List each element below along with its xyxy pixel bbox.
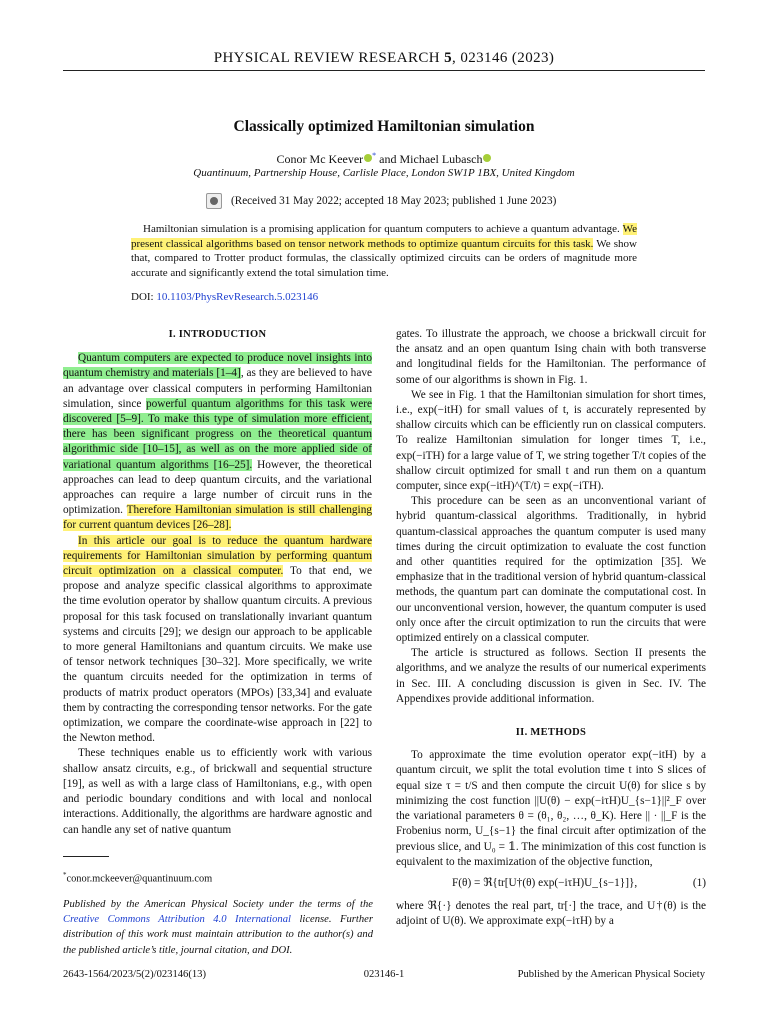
footnote bbox=[63, 871, 212, 884]
received-dates: (Received 31 May 2022; accepted 18 May 2023; published 1 June 2023) bbox=[231, 195, 557, 207]
footer-publisher: Published by the American Physical Society bbox=[517, 969, 705, 980]
abstract-sentence-1: Hamiltonian simulation is a promising application for quantum computers to achieve a quantum advantage. bbox=[143, 223, 620, 235]
author-1-footnote-mark[interactable]: * bbox=[372, 151, 377, 160]
methods-heading: II. METHODS bbox=[515, 727, 587, 739]
journal-header bbox=[0, 50, 768, 67]
intro-paragraph-3: These techniques enable us to efficiently work with various shallow ansatz circuits, e.g., of brickwall and sequential structure [19], as well as with a large class of Hamiltonians, e.g., with open and periodic boundary conditions and with local and nonlocal interactions. Additionally, the algorithms are hardware agnostic and can handle any set of native quantum bbox=[63, 747, 372, 836]
header-rule bbox=[63, 70, 705, 71]
affiliation: Quantinuum, Partnership House, Carlisle Place, London SW1P 1BX, United Kingdom bbox=[193, 167, 575, 179]
footnote-rule bbox=[63, 856, 109, 857]
right-paragraph-4: The article is structured as follows. Section II presents the algorithms, and we analyze the results of our numerical experiments in Sec. III. A concluding discussion is given in Sec. IV. The Appendixes provide additional information. bbox=[396, 647, 706, 705]
methods-paragraph-2: where ℜ{·} denotes the real part, tr[·] the trace, and U†(θ) is the adjoint of U(θ). We approximate exp(−iτH) by a bbox=[396, 900, 706, 928]
methods-paragraph-1: To approximate the time evolution operator exp(−itH) by a quantum circuit, we split the total evolution time t into S slices of equal size τ = t/S and then compute the circuit U(θ) for slice s by minimizing the cost function ||U(θ) − exp(−iτH)U_{s−1}||²_F over the variational parameters θ = (θ₁, θ₂, …, θ_K). Here || · ||_F is the Frobenius norm, U_{s−1} the final circuit after optimization of the previous slice, and U₀ = 𝟙. The minimization of this cost function is equivalent to the maximization of the objective function, bbox=[396, 749, 706, 868]
intro-paragraph-1 bbox=[63, 351, 372, 533]
right-column bbox=[396, 327, 706, 930]
doi-line bbox=[131, 291, 318, 303]
equation-number: (1) bbox=[692, 876, 706, 889]
intro-p1-highlight-a: Quantum computers are expected to produce novel insights into quantum chemistry and materials [1–4] bbox=[63, 352, 372, 380]
journal-name: PHYSICAL REVIEW RESEARCH bbox=[213, 50, 440, 66]
paper-title: Classically optimized Hamiltonian simulation bbox=[233, 118, 535, 135]
cc-license-link[interactable]: Creative Commons Attribution 4.0 International bbox=[63, 914, 291, 926]
author-separator: and bbox=[376, 152, 400, 166]
right-paragraph-3: This procedure can be seen as an unconventional variant of hybrid quantum-classical algorithms. Traditionally, in hybrid quantum-classical approaches the quantum computer is used many times during the circuit optimization to evaluate the cost function and other quantities required for the optimization [35]. We emphasize that in the traditional version of hybrid quantum-classical methods, the quantum part can dominate the computational cost. In our unconventional version, however, the quantum computer is used only once after the circuit optimization to run the circuits that were optimized entirely on a classical computer. bbox=[396, 495, 706, 645]
footer-page-number: 023146-1 bbox=[363, 969, 405, 980]
author-line bbox=[0, 151, 768, 167]
abstract-sentence-3: We show that, compared to Trotter product formulas, the classically optimized circuits can be orders of magnitude more accurate and significantly extend the total simulation time. bbox=[131, 237, 637, 279]
check-for-updates-icon[interactable] bbox=[206, 193, 222, 209]
intro-p1-text-b: , as they are believed to have an advantage over classical computers in performing Hamiltonian simulation, since bbox=[63, 367, 373, 410]
license-notice bbox=[63, 897, 373, 958]
doi-link[interactable]: 10.1103/PhysRevResearch.5.023146 bbox=[156, 291, 319, 303]
doi-label: DOI: bbox=[131, 291, 157, 303]
right-paragraph-1: gates. To illustrate the approach, we choose a brickwall circuit for the ansatz and an open quantum Ising chain with both transverse and longitudinal fields for the Hamiltonian. The performance of some of our algorithms is shown in Fig. 1. bbox=[396, 328, 706, 386]
intro-heading: I. INTRODUCTION bbox=[168, 329, 267, 340]
dates-line bbox=[206, 193, 556, 209]
license-text-post: license. Further distribution of this work must maintain attribution to the author(s) and the published article’s title, journal citation, and DOI. bbox=[63, 914, 373, 956]
journal-volume: 5 bbox=[444, 50, 453, 66]
abstract bbox=[131, 222, 637, 280]
intro-p1-highlight-c: powerful quantum algorithms for this task were discovered [5–9]. To make this type of simulation more efficient, there has been significant progress on the theoretical quantum algorithmic side [10–15], as well as on the more applied side of variational quantum algorithms [16–25]. bbox=[63, 397, 372, 471]
footnote-mark: * bbox=[63, 871, 67, 879]
equation-1 bbox=[396, 876, 706, 891]
orcid-icon[interactable] bbox=[364, 154, 372, 162]
footer-issn: 2643-1564/2023/5(2)/023146(13) bbox=[63, 969, 207, 980]
intro-p2-highlight: In this article our goal is to reduce the quantum hardware requirements for Hamiltonian simulation by performing quantum circuit optimization on a classical computer. bbox=[63, 534, 372, 578]
intro-p1-highlight-e: Therefore Hamiltonian simulation is still challenging for current quantum devices [26–28]. bbox=[63, 504, 372, 532]
footnote-email[interactable]: conor.mckeever@quantinuum.com bbox=[66, 873, 213, 885]
abstract-sentence-2: We present classical algorithms based on tensor network methods to optimize quantum circuits for this task. bbox=[131, 223, 637, 250]
author-2[interactable]: Michael Lubasch bbox=[399, 152, 483, 166]
intro-p1-text-d: However, the theoretical approaches can lead to deep quantum circuits, and the variational approaches can require a large number of circuit runs in the optimization. bbox=[63, 458, 372, 517]
license-text-pre: Published by the American Physical Society under the terms of the bbox=[63, 899, 373, 910]
equation-body: F(θ) = ℜ{tr[U†(θ) exp(−iτH)U_{s−1}]}, bbox=[452, 876, 638, 889]
intro-paragraph-2 bbox=[63, 534, 372, 747]
right-paragraph-2: We see in Fig. 1 that the Hamiltonian simulation for short times, i.e., exp(−itH) for small values of t, is accurately represented by shallow circuits which can be efficiently run on classical computers. To realize Hamiltonian simulation for longer times T, i.e., exp(−iTH) for a large value of T, we string together T/t copies of the shallow circuit optimized for small t and run them on a quantum computer, since exp(−itH)^(T/t) = exp(−iTH). bbox=[396, 388, 706, 493]
orcid-icon[interactable] bbox=[483, 154, 491, 162]
journal-citation: , 023146 (2023) bbox=[452, 50, 555, 66]
left-column bbox=[63, 327, 372, 838]
author-1[interactable]: Conor Mc Keever bbox=[276, 152, 364, 166]
intro-p2-text: To that end, we propose and analyze specific classical algorithms to approximate the time evolution operator by shallow quantum circuits. A previous proposal for this task focused on translationally invariant quantum systems and circuits [29]; we design our approach to be applicable to more general Hamiltonians and quantum circuits. We make use of tensor network techniques [30–32]. More specifically, we write the quantum circuits needed for the optimization in terms of products of matrix product operators (MPOs) [33,34] and evaluate them by contracting the corresponding tensor networks. For the gate optimization, we compare the coordinate-wise approach in [22] to the Newton method. bbox=[63, 565, 372, 745]
